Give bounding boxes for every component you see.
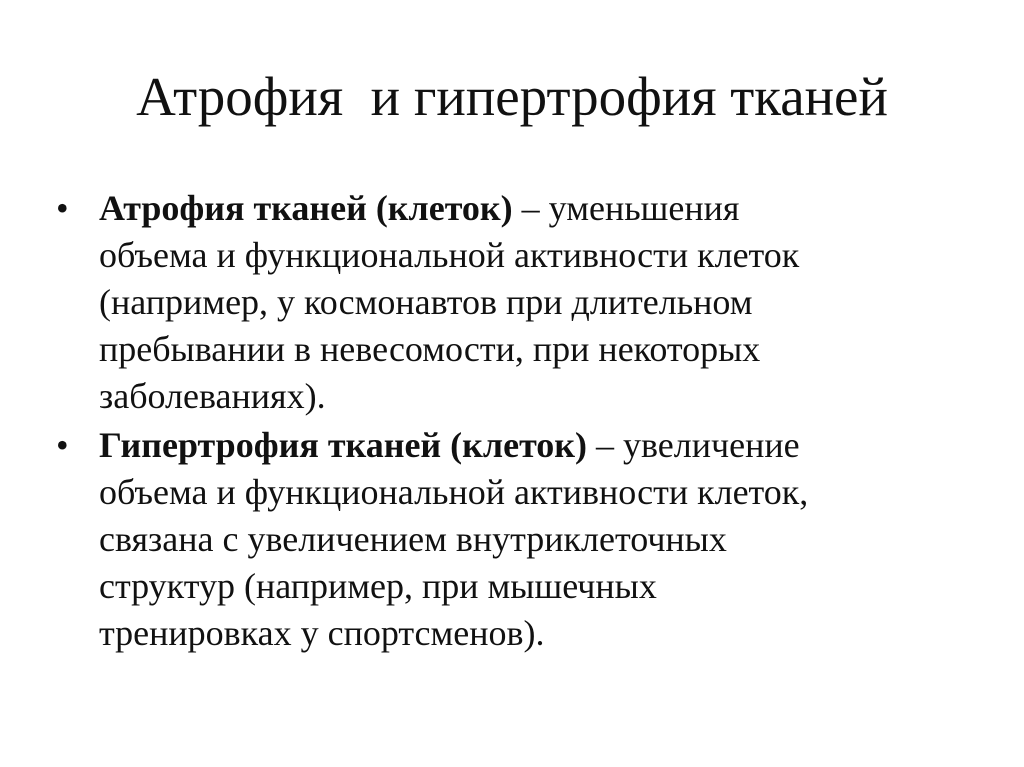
bullet-definition: – уменьшения объема и функциональной активности клеток (например, у космонавтов при длительном пребывании в невесомости, при некоторых заболеваниях).	[99, 188, 800, 416]
bullet-item-hypertrophy	[56, 422, 986, 657]
bullet-text	[99, 422, 986, 657]
bullet-item-atrophy	[56, 185, 986, 420]
bullet-definition: – увеличение объема и функциональной активности клеток, связана с увеличением внутриклеточных структур (например, при мышечных тренировках у спортсменов).	[99, 425, 809, 653]
bullet-list	[56, 185, 986, 659]
bullet-marker: •	[56, 425, 69, 465]
bullet-text	[99, 185, 986, 420]
slide-title: Атрофия и гипертрофия тканей	[136, 66, 888, 127]
bullet-term: Гипертрофия тканей (клеток)	[99, 425, 588, 465]
bullet-term: Атрофия тканей (клеток)	[99, 188, 513, 228]
bullet-marker: •	[56, 188, 69, 228]
